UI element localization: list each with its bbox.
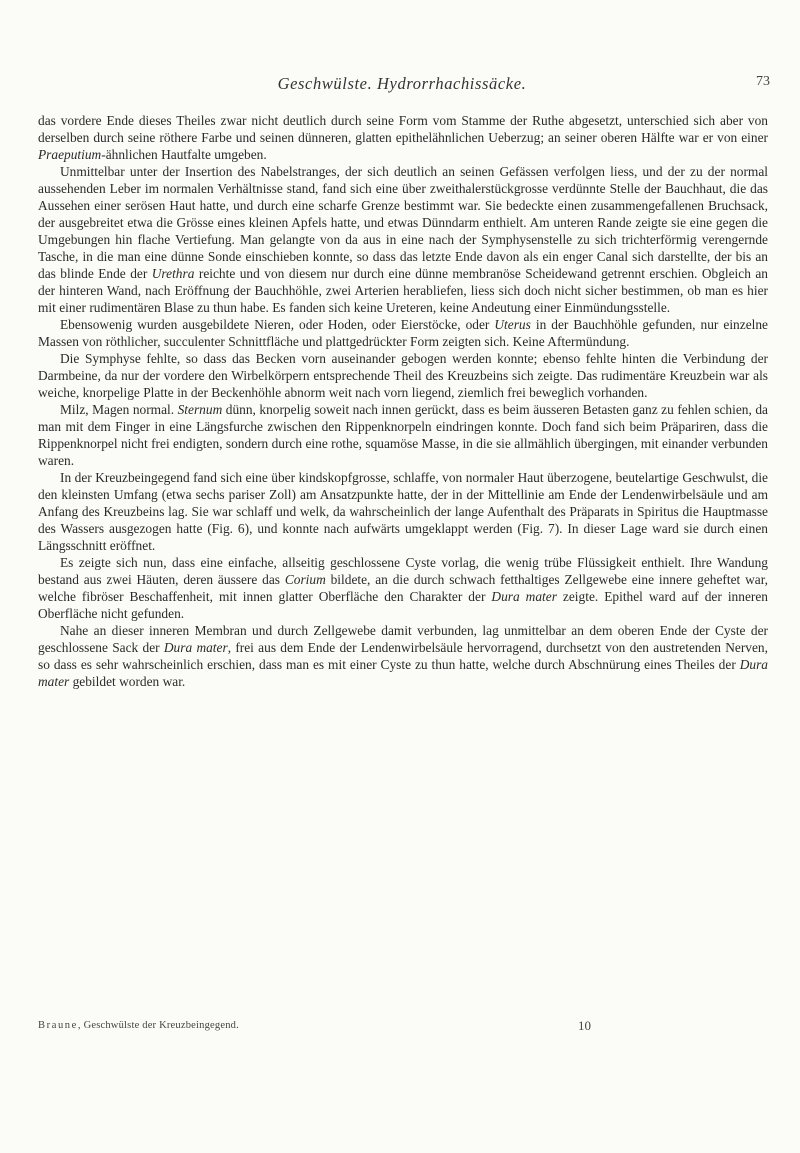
italic-term: Dura mater xyxy=(491,589,557,604)
paragraph xyxy=(38,554,768,622)
footer-author: Braune xyxy=(38,1020,78,1031)
text-run: Milz, Magen normal. xyxy=(60,402,178,417)
paragraph xyxy=(38,401,768,469)
text-run: dünn, knorpelig soweit nach innen gerückt, dass es beim äusseren Betasten ganz zu fehlen schien, da man mit dem Finger in eine Längsfurche zwischen den Rippenknorpeln eindringen konnte. Doch fand sich beim Präpariren, dass die Rippenknorpel nicht frei endigten, sondern durch eine rothe, squamöse Masse, in die sie allmählich übergingen, mit einander verbunden waren. xyxy=(38,402,768,468)
text-run: das vordere Ende dieses Theiles zwar nicht deutlich durch seine Form vom Stamme der Ruthe abgesetzt, unterschied sich aber von derselben durch seine röthere Farbe und seinen dünneren, glatten epithelähnlichen Ueberzug; an seiner oberen Hälfte war er von einer xyxy=(38,113,768,145)
text-run: Die Symphyse fehlte, so dass das Becken vorn auseinander gebogen werden konnte; ebenso fehlte hinten die Verbindung der Darmbeine, da nur der vordere den Wirbelkörpern entsprechende Theil des Kreuzbeins sich zeigte. Das rudimentäre Kreuzbein war als weiche, knorpelige Platte in der Beckenhöhle abnorm weit nach vorn liegend, ziemlich frei beweglich vorhanden. xyxy=(38,351,768,400)
text-run: -ähnlichen Hautfalte umgeben. xyxy=(101,147,267,162)
text-run: bildete, an die durch schwach fetthaltiges Zellgewebe eine innere geheftet war, welche fibröser Beschaffenheit, mit innen glatter Oberfläche den Charakter der xyxy=(38,572,768,604)
text-run: reichte und von diesem nur durch eine dünne membranöse Scheidewand getrennt erschien. Obgleich an der hinteren Wand, nach Eröffnung der Bauchhöhle, zwei Arterien herabliefen, liess sich doch nicht sicher bestimmen, ob man es hier mit einer rudimentären Blase zu thun habe. Es fanden sich keine Ureteren, keine Andeutung einer Einmündungsstelle. xyxy=(38,266,769,315)
text-run: Unmittelbar unter der Insertion des Nabelstranges, der sich deutlich an seinen Gefässen verfolgen liess, und der zu der normal aussehenden Leber im normalen Verhältnisse stand, fand sich eine über zweithalerstückgrosse verdünnte Stelle der Bauchhaut, die das Aussehen einer serösen Haut hatte, und durch eine scharfe Grenze bestimmt war. Sie bedeckte einen zusammengefallenen Bruchsack, der ausgebreitet etwa die Grösse eines kleinen Apfels hatte, und etwas Dünndarm enthielt. Am unteren Rande zeigte sie eine gegen die Umgebungen hin flache Vertiefung. Man gelangte von da aus in eine nach der Symphysenstelle zu sich trichterförmig verengernde Tasche, in die man eine dünne Sonde einschieben konnte, so dass das letzte Ende davon als ein enger Canal sich darstellte, der bis an das blinde Ende der xyxy=(38,164,768,281)
paragraph xyxy=(38,622,768,690)
italic-term: Dura mater xyxy=(38,657,768,689)
body-text xyxy=(38,112,768,690)
text-run: Nahe an dieser inneren Membran und durch Zellgewebe damit verbunden, lag unmittelbar an dem oberen Ende der Cyste der geschlossene Sack der xyxy=(38,623,768,655)
italic-term: Dura mater xyxy=(163,640,228,655)
text-run: zeigte. Epithel ward auf der inneren Oberfläche nicht gefunden. xyxy=(38,589,768,621)
italic-term: Corium xyxy=(284,572,326,587)
text-run: gebildet worden war. xyxy=(69,674,186,689)
text-run: , frei aus dem Ende der Lendenwirbelsäule hervorragend, durchsetzt von den austretenden Nerven, so dass es sehr wahrscheinlich erschien, dass man es mit einer Cyste zu thun hatte, welche durch Abschnürung eines Theiles der xyxy=(38,640,768,672)
page-number: 73 xyxy=(756,74,770,89)
italic-term: Uterus xyxy=(494,317,531,332)
paragraph xyxy=(38,112,768,163)
sheet-signature: 10 xyxy=(578,1018,591,1033)
footer-note xyxy=(38,1020,638,1036)
italic-term: Urethra xyxy=(151,266,195,281)
italic-term: Praeputium xyxy=(38,147,102,162)
text-run: in der Bauchhöhle gefunden, nur einzelne Massen von röthlicher, succulenter Schnittfläche und plattgedrückter Form zeigten sich. Keine Aftermündung. xyxy=(38,317,768,349)
footer-title: , Geschwülste der Kreuzbeingegend. xyxy=(77,1020,239,1031)
paragraph xyxy=(38,163,768,316)
text-run: Ebensowenig wurden ausgebildete Nieren, oder Hoden, oder Eierstöcke, oder xyxy=(60,317,495,332)
paragraph xyxy=(38,350,768,401)
paragraph xyxy=(38,469,768,554)
running-header: Geschwülste. Hydrorrhachissäcke. xyxy=(277,74,527,93)
italic-term: Sternum xyxy=(177,402,223,417)
paragraph xyxy=(38,316,768,350)
text-run: In der Kreuzbeingegend fand sich eine über kindskopfgrosse, schlaffe, von normaler Haut überzogene, beutelartige Geschwulst, die den kleinsten Umfang (etwa sechs pariser Zoll) am Ansatzpunkte hatte, der in der Mittellinie am Ende der Lendenwirbelsäule und am Anfang des Kreuzbeins lag. Sie war schlaff und welk, da wahrscheinlich der lange Aufenthalt des Präparats in Spiritus die Hauptmasse des Wassers ausgezogen hatte (Fig. 6), und konnte nach aufwärts umgeklappt werden (Fig. 7). In dieser Lage ward sie durch einen Längsschnitt eröffnet. xyxy=(38,470,768,553)
text-run: Es zeigte sich nun, dass eine einfache, allseitig geschlossene Cyste vorlag, die wenig trübe Flüssigkeit enthielt. Ihre Wandung bestand aus zwei Häuten, deren äussere das xyxy=(38,555,768,587)
